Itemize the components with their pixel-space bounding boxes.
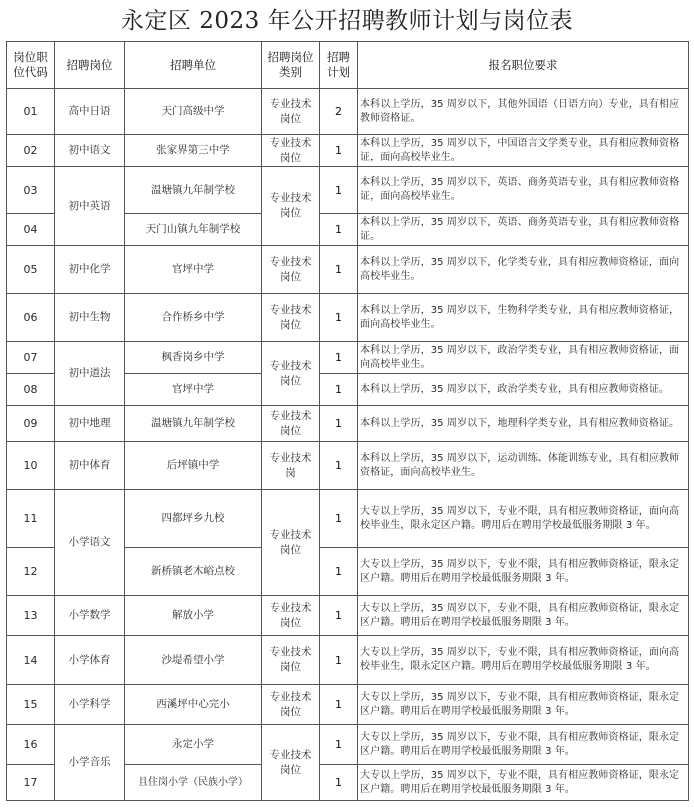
table-row (7, 294, 689, 342)
unit-cell: 后坪镇中学 (125, 442, 262, 490)
unit-cell: 天门山镇九年制学校 (125, 214, 262, 246)
unit-cell: 永定小学 (125, 725, 262, 765)
header-row (7, 42, 689, 89)
table-row (7, 442, 689, 490)
plan-cell: 1 (320, 374, 358, 406)
code-cell: 04 (7, 214, 55, 246)
code-cell: 08 (7, 374, 55, 406)
req-cell: 大专以上学历，35 周岁以下，专业不限，具有相应教师资格证，限永定区户籍。聘用后在聘用学校最低服务期限 3 年。 (358, 548, 689, 596)
recruitment-table (6, 41, 689, 801)
unit-cell: 合作桥乡中学 (125, 294, 262, 342)
post-cell: 高中日语 (55, 89, 125, 135)
type-cell: 专业技术岗位 (262, 596, 320, 636)
type-cell: 专业技术岗位 (262, 135, 320, 167)
type-cell: 专业技术岗位 (262, 246, 320, 294)
table-row (7, 135, 689, 167)
type-cell: 专业技术岗位 (262, 725, 320, 801)
header-type: 招聘岗位类别 (262, 42, 320, 89)
plan-cell: 1 (320, 442, 358, 490)
type-cell: 专业技术岗位 (262, 406, 320, 442)
req-cell: 大专以上学历，35 周岁以下，专业不限，具有相应教师资格证，限永定区户籍。聘用后在聘用学校最低服务期限 3 年。 (358, 725, 689, 765)
type-cell: 专业技术岗位 (262, 636, 320, 685)
unit-cell: 温塘镇九年制学校 (125, 406, 262, 442)
unit-cell: 枫香岗乡中学 (125, 342, 262, 374)
type-cell: 专业技术岗位 (262, 89, 320, 135)
plan-cell: 1 (320, 685, 358, 725)
req-cell: 大专以上学历，35 周岁以下，专业不限，具有相应教师资格证，限永定区户籍。聘用后在聘用学校最低服务期限 3 年。 (358, 765, 689, 801)
post-cell: 小学体育 (55, 636, 125, 685)
code-cell: 07 (7, 342, 55, 374)
plan-cell: 1 (320, 725, 358, 765)
unit-cell: 沙堤希望小学 (125, 636, 262, 685)
type-cell: 专业技术岗位 (262, 294, 320, 342)
post-cell: 初中英语 (55, 167, 125, 246)
code-cell: 02 (7, 135, 55, 167)
unit-cell: 四都坪乡九校 (125, 490, 262, 548)
plan-cell: 1 (320, 246, 358, 294)
plan-cell: 1 (320, 214, 358, 246)
post-cell: 小学音乐 (55, 725, 125, 801)
post-cell: 小学科学 (55, 685, 125, 725)
table-row (7, 167, 689, 214)
unit-cell: 新桥镇老木峪点校 (125, 548, 262, 596)
code-cell: 11 (7, 490, 55, 548)
req-cell: 本科以上学历，35 周岁以下，中国语言文学类专业，具有相应教师资格证，面向高校毕业生。 (358, 135, 689, 167)
code-cell: 03 (7, 167, 55, 214)
type-cell: 专业技术岗位 (262, 490, 320, 596)
table-row (7, 89, 689, 135)
plan-cell: 1 (320, 596, 358, 636)
post-cell: 初中地理 (55, 406, 125, 442)
req-cell: 本科以上学历，35 周岁以下，英语、商务英语专业，具有相应教师资格证。 (358, 214, 689, 246)
post-cell: 初中道法 (55, 342, 125, 406)
req-cell: 本科以上学历，35 周岁以下，政治学类专业，具有相应教师资格证，面向高校毕业生。 (358, 342, 689, 374)
type-cell: 专业技术岗位 (262, 342, 320, 406)
req-cell: 大专以上学历，35 周岁以下，专业不限，具有相应教师资格证，限永定区户籍。聘用后在聘用学校最低服务期限 3 年。 (358, 685, 689, 725)
table-row (7, 342, 689, 374)
req-cell: 本科以上学历，35 周岁以下，英语、商务英语专业，具有相应教师资格证，面向高校毕业生。 (358, 167, 689, 214)
code-cell: 14 (7, 636, 55, 685)
table-row (7, 725, 689, 765)
code-cell: 17 (7, 765, 55, 801)
header-plan: 招聘计划 (320, 42, 358, 89)
unit-cell: 温塘镇九年制学校 (125, 167, 262, 214)
code-cell: 09 (7, 406, 55, 442)
code-cell: 01 (7, 89, 55, 135)
post-cell: 初中化学 (55, 246, 125, 294)
code-cell: 05 (7, 246, 55, 294)
plan-cell: 1 (320, 294, 358, 342)
unit-cell: 官坪中学 (125, 374, 262, 406)
plan-cell: 1 (320, 342, 358, 374)
req-cell: 大专以上学历，35 周岁以下，专业不限，具有相应教师资格证，面向高校毕业生，限永定区户籍。聘用后在聘用学校最低服务期限 3 年。 (358, 636, 689, 685)
table-row (7, 490, 689, 548)
plan-cell: 1 (320, 636, 358, 685)
code-cell: 16 (7, 725, 55, 765)
plan-cell: 1 (320, 167, 358, 214)
table-row (7, 246, 689, 294)
code-cell: 13 (7, 596, 55, 636)
unit-cell: 张家界第三中学 (125, 135, 262, 167)
plan-cell: 1 (320, 135, 358, 167)
req-cell: 本科以上学历，35 周岁以下，地理科学类专业，具有相应教师资格证。 (358, 406, 689, 442)
header-code: 岗位职位代码 (7, 42, 55, 89)
req-cell: 本科以上学历，35 周岁以下，其他外国语（日语方向）专业，具有相应教师资格证。 (358, 89, 689, 135)
table-row (7, 406, 689, 442)
plan-cell: 1 (320, 406, 358, 442)
plan-cell: 2 (320, 89, 358, 135)
post-cell: 小学语文 (55, 490, 125, 596)
plan-cell: 1 (320, 548, 358, 596)
plan-cell: 1 (320, 765, 358, 801)
plan-cell: 1 (320, 490, 358, 548)
unit-cell: 解放小学 (125, 596, 262, 636)
code-cell: 10 (7, 442, 55, 490)
post-cell: 初中语文 (55, 135, 125, 167)
req-cell: 本科以上学历，35 周岁以下，生物科学类专业，具有相应教师资格证，面向高校毕业生。 (358, 294, 689, 342)
page-title: 永定区 2023 年公开招聘教师计划与岗位表 (120, 8, 574, 34)
req-cell: 大专以上学历，35 周岁以下，专业不限，具有相应教师资格证，面向高校毕业生，限永定区户籍。聘用后在聘用学校最低服务期限 3 年。 (358, 490, 689, 548)
unit-cell: 官坪中学 (125, 246, 262, 294)
table-row (7, 596, 689, 636)
unit-cell: 且住岗小学（民族小学） (125, 765, 262, 801)
post-cell: 初中体育 (55, 442, 125, 490)
post-cell: 小学数学 (55, 596, 125, 636)
type-cell: 专业技术岗位 (262, 167, 320, 246)
code-cell: 15 (7, 685, 55, 725)
type-cell: 专业技术岗位 (262, 685, 320, 725)
unit-cell: 天门高级中学 (125, 89, 262, 135)
header-unit: 招聘单位 (125, 42, 262, 89)
header-req: 报名职位要求 (358, 42, 689, 89)
req-cell: 大专以上学历，35 周岁以下，专业不限，具有相应教师资格证，限永定区户籍。聘用后在聘用学校最低服务期限 3 年。 (358, 596, 689, 636)
req-cell: 本科以上学历，35 周岁以下，政治学类专业，具有相应教师资格证。 (358, 374, 689, 406)
code-cell: 12 (7, 548, 55, 596)
table-row (7, 636, 689, 685)
req-cell: 本科以上学历，35 周岁以下，运动训练、体能训练专业，具有相应教师资格证，面向高校毕业生。 (358, 442, 689, 490)
header-post: 招聘岗位 (55, 42, 125, 89)
req-cell: 本科以上学历，35 周岁以下，化学类专业，具有相应教师资格证，面向高校毕业生。 (358, 246, 689, 294)
table-row (7, 685, 689, 725)
post-cell: 初中生物 (55, 294, 125, 342)
code-cell: 06 (7, 294, 55, 342)
type-cell: 专业技术岗 (262, 442, 320, 490)
unit-cell: 西溪坪中心完小 (125, 685, 262, 725)
